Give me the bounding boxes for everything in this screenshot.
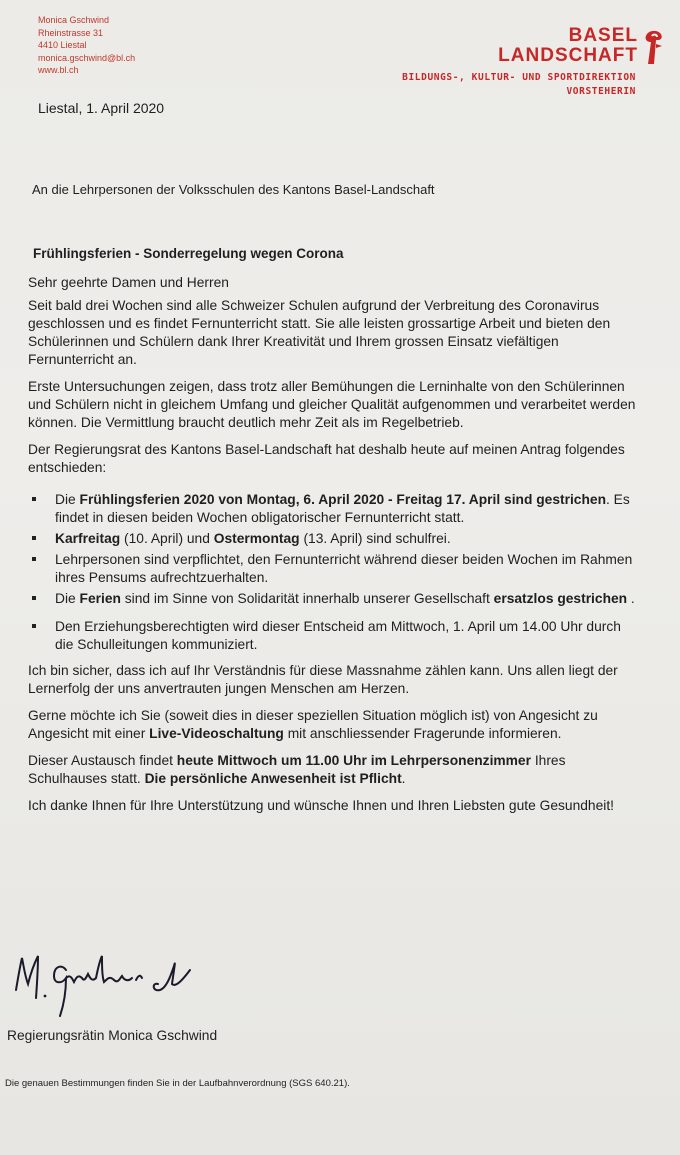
logo-line-landschaft: LANDSCHAFT xyxy=(498,45,638,66)
list-item: Die Ferien sind im Sinne von Solidarität innerhalb unserer Gesellschaft ersatzlos gestrichen . xyxy=(28,590,640,608)
paragraph-3: Der Regierungsrat des Kantons Basel-Landschaft hat deshalb heute auf meinen Antrag folgendes entschieden: xyxy=(28,442,625,475)
sender-city: 4410 Liestal xyxy=(38,40,87,51)
salutation: Sehr geehrte Damen und Herren xyxy=(28,275,229,290)
sender-email: monica.gschwind@bl.ch xyxy=(38,52,136,63)
bullet-icon xyxy=(32,497,36,501)
crozier-icon xyxy=(642,28,666,66)
letter-body xyxy=(28,274,640,824)
footnote: Die genauen Bestimmungen finden Sie in der Laufbahnverordnung (SGS 640.21). xyxy=(5,1078,350,1089)
letter-subject: Frühlingsferien - Sonderregelung wegen Corona xyxy=(33,246,344,261)
paragraph-4: Ich bin sicher, dass ich auf Ihr Verständnis für diese Massnahme zählen kann. Uns allen liegt der Lernerfolg der uns anvertrauten jungen Menschen am Herzen. xyxy=(28,663,618,696)
decision-list xyxy=(28,491,640,654)
bullet-icon xyxy=(32,557,36,561)
sender-name: Monica Gschwind xyxy=(38,15,110,25)
paragraph-6: Dieser Austausch findet heute Mittwoch um 11.00 Uhr im Lehrpersonenzimmer Ihres Schulhauses statt. Die persönliche Anwesenheit ist Pflicht. xyxy=(28,753,566,786)
letter-date: Liestal, 1. April 2020 xyxy=(38,100,165,116)
list-item: Lehrpersonen sind verpflichtet, den Fernunterricht während dieser beiden Wochen im Rahmen ihres Pensums aufrechtzuerhalten. xyxy=(28,551,640,587)
bullet-icon xyxy=(32,596,36,600)
list-item: Den Erziehungsberechtigten wird dieser Entscheid am Mittwoch, 1. April um 14.00 Uhr durch die Schulleitungen kommuniziert. xyxy=(28,618,640,654)
canton-logo xyxy=(498,26,666,66)
paragraph-7: Ich danke Ihnen für Ihre Unterstützung und wünsche Ihnen und Ihren Liebsten gute Gesundheit! xyxy=(28,798,615,813)
sender-street: Rheinstrasse 31 xyxy=(38,27,104,38)
list-item: Karfreitag (10. April) und Ostermontag (13. April) sind schulfrei. xyxy=(28,530,640,548)
bullet-icon xyxy=(32,536,36,540)
paragraph-2: Erste Untersuchungen zeigen, dass trotz aller Bemühungen die Lerninhalte von den Schülerinnen und Schülern nicht in gleichem Umfang und gleicher Qualität aufgenommen und verarbeitet werden können. Die Vermittlung braucht deutlich mehr Zeit als im Regelbetrieb. xyxy=(28,379,636,430)
sender-web: www.bl.ch xyxy=(38,65,79,76)
recipient-line: An die Lehrpersonen der Volksschulen des Kantons Basel-Landschaft xyxy=(32,182,435,197)
department-name xyxy=(402,71,636,99)
handwritten-signature xyxy=(8,948,218,1020)
logo-line-basel: BASEL xyxy=(568,25,638,46)
paragraph-1: Seit bald drei Wochen sind alle Schweizer Schulen aufgrund der Verbreitung des Coronavirus geschlossen und es findet Fernunterricht statt. Sie alle leisten grossartige Arbeit und bieten den Schülerinnen und Schülern dank Ihrer Kreativität und Ihrem grossen Einsatz viefältigen Fernunterricht an. xyxy=(28,298,611,367)
bullet-icon xyxy=(32,624,36,628)
signer-name: Regierungsrätin Monica Gschwind xyxy=(7,1028,218,1043)
dept-line-1: BILDUNGS-, KULTUR- UND SPORTDIREKTION xyxy=(402,72,636,83)
dept-line-2: VORSTEHERIN xyxy=(566,86,636,97)
list-item: Die Frühlingsferien 2020 von Montag, 6. April 2020 - Freitag 17. April sind gestrichen. Es findet in diesen beiden Wochen obligatorischer Fernunterricht statt. xyxy=(28,491,640,527)
sender-address xyxy=(38,14,135,77)
paragraph-5: Gerne möchte ich Sie (soweit dies in dieser speziellen Situation möglich ist) von Angesicht zu Angesicht mit einer Live-Videoschaltung mit anschliessender Fragerunde informieren. xyxy=(28,708,598,741)
